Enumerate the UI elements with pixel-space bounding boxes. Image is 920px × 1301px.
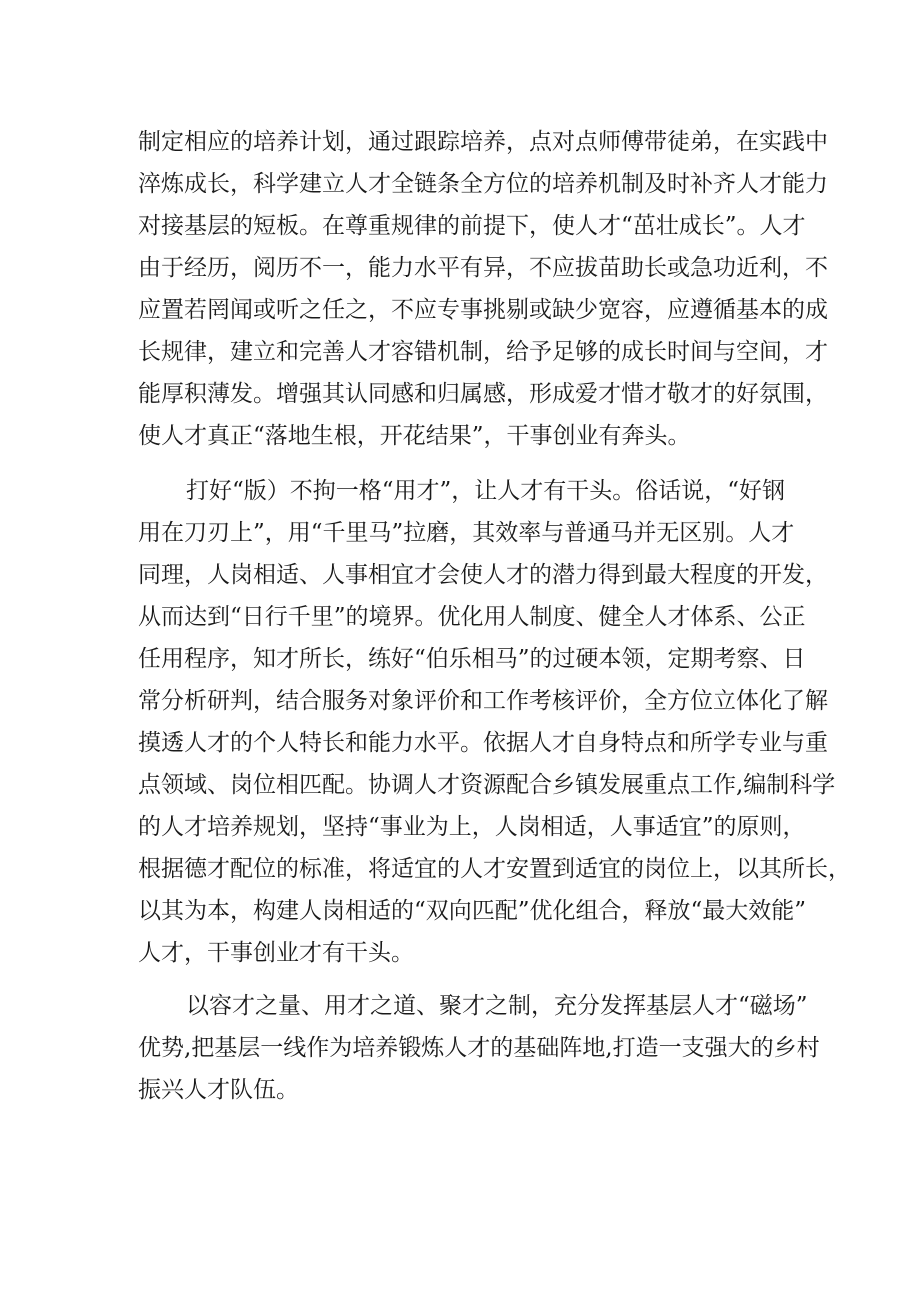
- text-line: 以其为本，构建人岗相适的“双向匹配”优化组合，释放“最大效能”: [138, 898, 807, 924]
- text-line: 摸透人才的个人特长和能力水平。依据人才自身特点和所学专业与重: [138, 730, 828, 756]
- text-line: 优势,把基层一线作为培养锻炼人才的基础阵地,打造一支强大的乡村: [138, 1035, 820, 1061]
- text-line: 同理，人岗相适、人事相宜才会使人才的潜力得到最大程度的开发，: [138, 562, 828, 588]
- text-line: 人才，干事创业才有干头。: [138, 940, 414, 966]
- text-line: 能厚积薄发。增强其认同感和归属感，形成爱才惜才敬才的好氛围，: [138, 381, 828, 407]
- text-line: 淬炼成长，科学建立人才全链条全方位的培养机制及时补齐人才能力: [138, 171, 828, 197]
- text-line: 根据德才配位的标准，将适宜的人才安置到适宜的岗位上，以其所长，: [138, 856, 851, 882]
- text-line: 使人才真正“落地生根，开花结果”，干事创业有奔头。: [138, 423, 691, 449]
- text-line: 用在刀刃上”，用“千里马”拉磨，其效率与普通马并无区别。人才: [138, 520, 795, 546]
- text-line: 制定相应的培养计划，通过跟踪培养，点对点师傅带徒弟，在实践中: [138, 129, 828, 155]
- text-line: 对接基层的短板。在尊重规律的前提下，使人才“茁壮成长”。人才: [138, 213, 806, 239]
- paragraph-first-line: 以容才之量、用才之道、聚才之制，充分发挥基层人才“磁场”: [186, 993, 808, 1019]
- text-line: 振兴人才队伍。: [138, 1077, 299, 1103]
- text-line: 长规律，建立和完善人才容错机制，给予足够的成长时间与空间，才: [138, 339, 828, 365]
- text-line: 点领域、岗位相匹配。协调人才资源配合乡镇发展重点工作,编制科学: [138, 772, 836, 798]
- text-line: 常分析研判，结合服务对象评价和工作考核评价，全方位立体化了解: [138, 688, 828, 714]
- text-line: 应置若罔闻或听之任之，不应专事挑剔或缺少宽容，应遵循基本的成: [138, 297, 828, 323]
- text-line: 的人才培养规划，坚持“事业为上，人岗相适，人事适宜”的原则，: [138, 814, 806, 840]
- text-line: 从而达到“日行千里”的境界。优化用人制度、健全人才体系、公正: [138, 604, 806, 630]
- paragraph-first-line: 打好“版）不拘一格“用才”，让人才有干头。俗话说，“好钢: [186, 478, 786, 504]
- text-line: 由于经历，阅历不一，能力水平有异，不应拔苗助长或急功近利，不: [138, 255, 828, 281]
- text-line: 任用程序，知才所长，练好“伯乐相马”的过硬本领，定期考察、日: [138, 646, 806, 672]
